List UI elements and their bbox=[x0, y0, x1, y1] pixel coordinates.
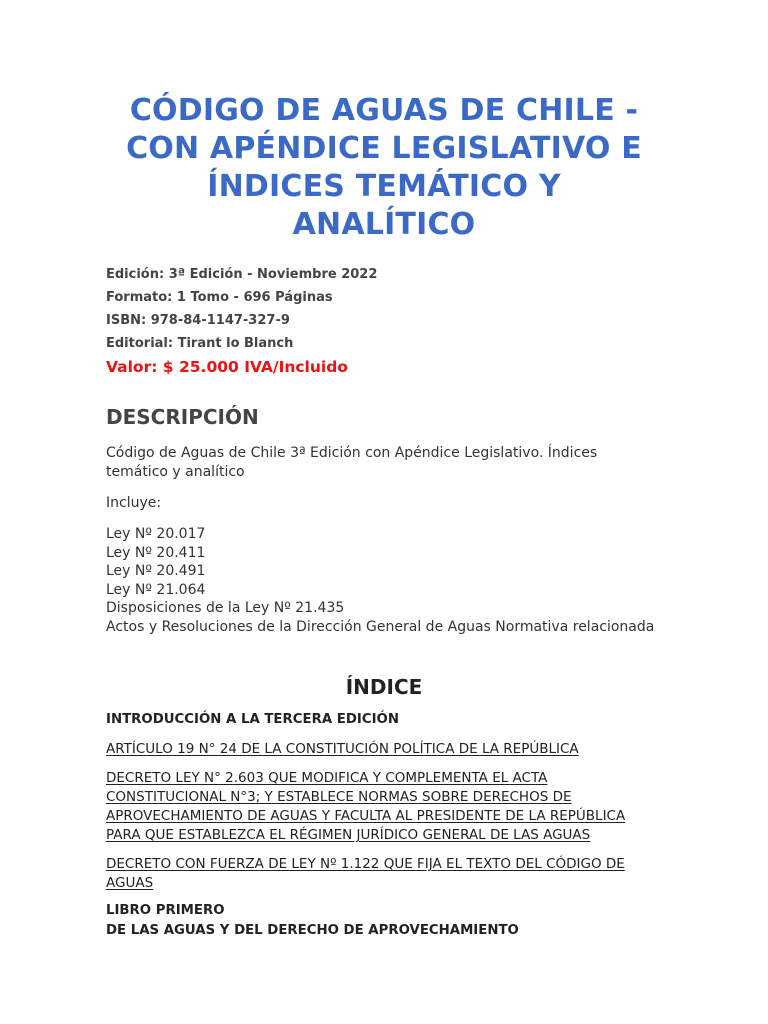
list-item: Ley Nº 21.064 bbox=[106, 581, 206, 598]
price-text: Valor: $ 25.000 IVA/Incluido bbox=[106, 358, 348, 376]
title-line: CON APÉNDICE LEGISLATIVO E bbox=[126, 131, 642, 166]
book-details bbox=[106, 263, 662, 377]
book-title: DE LAS AGUAS Y DEL DERECHO DE APROVECHAMIENTO bbox=[106, 923, 519, 938]
index-link-dfl[interactable]: DECRETO CON FUERZA DE LEY Nº 1.122 QUE FIJA EL TEXTO DEL CÓDIGO DE AGUAS bbox=[106, 856, 625, 891]
index-link-constitution[interactable]: ARTÍCULO 19 N° 24 DE LA CONSTITUCIÓN POLÍTICA DE LA REPÚBLICA bbox=[106, 741, 579, 757]
book-label: LIBRO PRIMERO bbox=[106, 903, 225, 918]
index-link-decreto-ley[interactable]: DECRETO LEY N° 2.603 QUE MODIFICA Y COMPLEMENTA EL ACTA CONSTITUCIONAL N°3; Y ESTABLECE NORMAS SOBRE DERECHOS DE APROVECHAMIENTO DE AGUAS Y FACULTA AL PRESIDENTE DE LA REPÚBLICA PARA QUE ESTABLEZCA EL RÉGIMEN JURÍDICO GENERAL DE LAS AGUAS bbox=[106, 770, 626, 843]
index-intro: INTRODUCCIÓN A LA TERCERA EDICIÓN bbox=[106, 712, 399, 727]
title-line: CÓDIGO DE AGUAS DE CHILE - bbox=[129, 93, 639, 128]
description-heading: DESCRIPCIÓN bbox=[106, 405, 259, 429]
index-heading: ÍNDICE bbox=[345, 675, 423, 699]
list-item: Ley Nº 20.411 bbox=[106, 544, 206, 561]
includes-label: Incluye: bbox=[106, 495, 162, 511]
format-text: Formato: 1 Tomo - 696 Páginas bbox=[106, 290, 333, 305]
edition-text: Edición: 3ª Edición - Noviembre 2022 bbox=[106, 267, 378, 282]
includes-list bbox=[106, 525, 662, 636]
publisher-text: Editorial: Tirant lo Blanch bbox=[106, 336, 294, 351]
document-title bbox=[106, 0, 662, 244]
title-line: ÍNDICES TEMÁTICO Y bbox=[207, 169, 561, 204]
list-item: Actos y Resoluciones de la Dirección General de Aguas Normativa relacionada bbox=[106, 618, 655, 635]
description-text: Código de Aguas de Chile 3ª Edición con Apéndice Legislativo. Índices temático y analítico bbox=[106, 445, 598, 480]
isbn-text: ISBN: 978-84-1147-327-9 bbox=[106, 313, 290, 328]
title-line: ANALÍTICO bbox=[292, 207, 476, 242]
list-item: Disposiciones de la Ley Nº 21.435 bbox=[106, 600, 345, 616]
book-section bbox=[106, 901, 662, 941]
list-item: Ley Nº 20.017 bbox=[106, 526, 206, 542]
list-item: Ley Nº 20.491 bbox=[106, 563, 206, 579]
